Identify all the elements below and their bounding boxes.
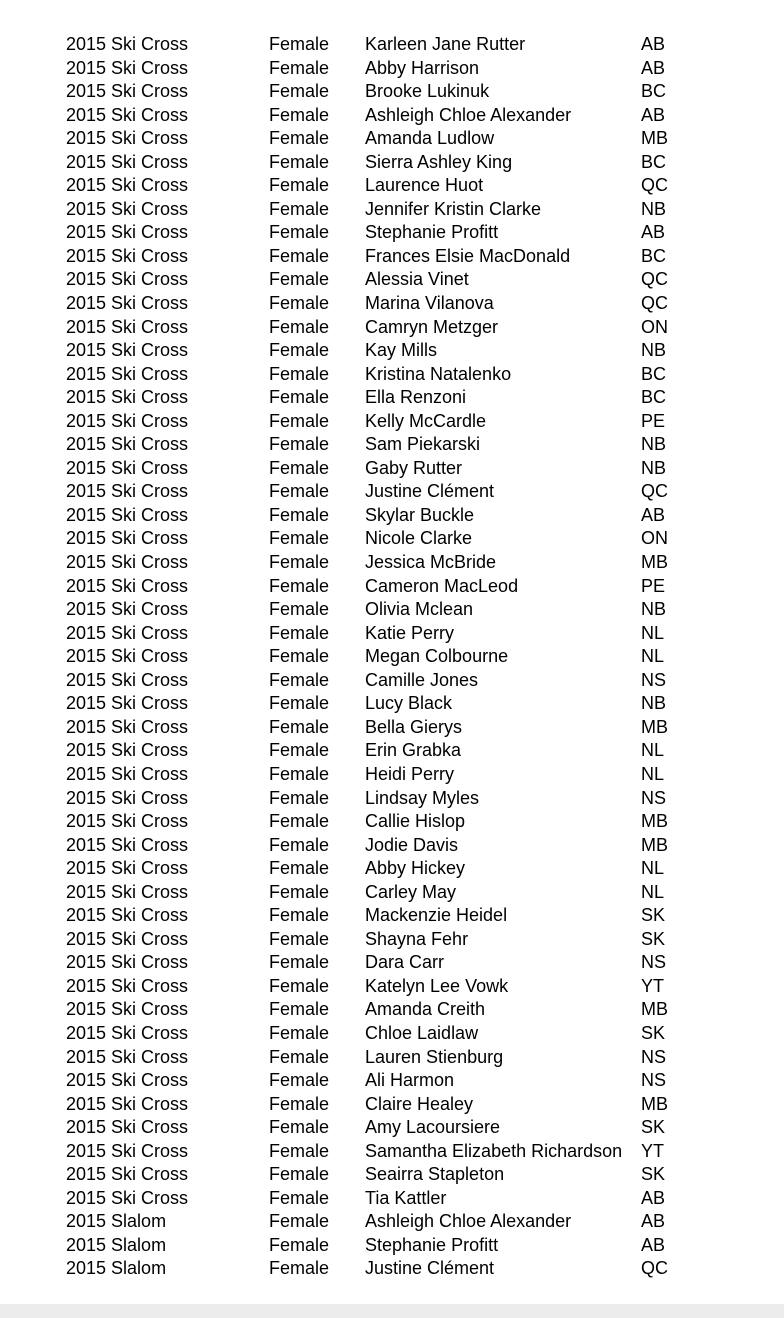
province-cell: NL [641,622,665,643]
page-bottom-margin [0,1304,784,1318]
province-cell: QC [641,1258,668,1279]
province-cell: BC [641,151,667,172]
event-cell: 2015 Ski Cross [66,693,189,714]
event-cell: 2015 Ski Cross [66,552,189,573]
table-row [0,928,784,952]
gender-cell: Female [269,504,330,525]
athlete-name-cell: Ashleigh Chloe Alexander [365,1211,572,1232]
gender-cell: Female [269,57,330,78]
table-row [0,57,784,81]
event-cell: 2015 Ski Cross [66,1093,189,1114]
table-row [0,1093,784,1117]
province-cell: QC [641,293,668,314]
table-row [0,739,784,763]
event-cell: 2015 Ski Cross [66,575,189,596]
table-row [0,292,784,316]
province-cell: NS [641,669,667,690]
athlete-name-cell: Ashleigh Chloe Alexander [365,104,572,125]
gender-cell: Female [269,1187,330,1208]
table-row [0,834,784,858]
event-cell: 2015 Ski Cross [66,410,189,431]
province-cell: SK [641,905,666,926]
athlete-name-cell: Jessica McBride [365,552,497,573]
athlete-name-cell: Samantha Elizabeth Richardson [365,1140,623,1161]
athlete-name-cell: Amanda Ludlow [365,128,495,149]
table-row [0,245,784,269]
athlete-name-cell: Amanda Creith [365,999,486,1020]
athlete-name-cell: Kelly McCardle [365,410,487,431]
province-cell: NL [641,646,665,667]
table-row [0,1116,784,1140]
table-row [0,1069,784,1093]
event-cell: 2015 Ski Cross [66,1117,189,1138]
athlete-name-cell: Ella Renzoni [365,387,467,408]
event-cell: 2015 Ski Cross [66,434,189,455]
table-row [0,1022,784,1046]
table-row [0,221,784,245]
athlete-name-cell: Bella Gierys [365,716,463,737]
event-cell: 2015 Ski Cross [66,245,189,266]
table-row [0,80,784,104]
province-cell: NL [641,858,665,879]
gender-cell: Female [269,952,330,973]
gender-cell: Female [269,481,330,502]
athlete-name-cell: Sam Piekarski [365,434,481,455]
event-cell: 2015 Ski Cross [66,599,189,620]
event-cell: 2015 Ski Cross [66,481,189,502]
athlete-name-cell: Abby Hickey [365,858,466,879]
province-cell: MB [641,999,668,1020]
gender-cell: Female [269,1164,330,1185]
province-cell: NS [641,1046,667,1067]
event-cell: 2015 Ski Cross [66,952,189,973]
gender-cell: Female [269,1211,330,1232]
gender-cell: Female [269,434,330,455]
table-row [0,998,784,1022]
athlete-name-cell: Seairra Stapleton [365,1164,505,1185]
table-row [0,268,784,292]
table-row [0,104,784,128]
table-row [0,645,784,669]
province-cell: NB [641,434,667,455]
gender-cell: Female [269,999,330,1020]
athlete-name-cell: Amy Lacoursiere [365,1117,501,1138]
gender-cell: Female [269,222,330,243]
province-cell: MB [641,834,668,855]
event-cell: 2015 Ski Cross [66,457,189,478]
athlete-name-cell: Claire Healey [365,1093,474,1114]
athlete-name-cell: Shayna Fehr [365,928,469,949]
province-cell: NB [641,693,667,714]
athlete-name-cell: Jodie Davis [365,834,459,855]
gender-cell: Female [269,128,330,149]
gender-cell: Female [269,1117,330,1138]
gender-cell: Female [269,622,330,643]
event-cell: 2015 Ski Cross [66,1070,189,1091]
table-row [0,1046,784,1070]
table-row [0,1163,784,1187]
event-cell: 2015 Ski Cross [66,622,189,643]
province-cell: PE [641,410,666,431]
table-row [0,598,784,622]
athlete-name-cell: Lauren Stienburg [365,1046,504,1067]
athlete-name-cell: Stephanie Profitt [365,1234,499,1255]
gender-cell: Female [269,340,330,361]
table-row [0,480,784,504]
table-row [0,339,784,363]
event-cell: 2015 Ski Cross [66,716,189,737]
gender-cell: Female [269,34,330,54]
athlete-name-cell: Frances Elsie MacDonald [365,245,571,266]
table-row [0,527,784,551]
athlete-name-cell: Jennifer Kristin Clarke [365,198,542,219]
gender-cell: Female [269,975,330,996]
table-row [0,810,784,834]
table-row [0,975,784,999]
table-row [0,174,784,198]
athlete-name-cell: Kay Mills [365,340,438,361]
province-cell: BC [641,363,667,384]
table-row [0,787,784,811]
province-cell: BC [641,387,667,408]
gender-cell: Female [269,693,330,714]
event-cell: 2015 Ski Cross [66,928,189,949]
gender-cell: Female [269,858,330,879]
table-row [0,716,784,740]
event-cell: 2015 Ski Cross [66,175,189,196]
event-cell: 2015 Slalom [66,1258,167,1279]
gender-cell: Female [269,457,330,478]
gender-cell: Female [269,1070,330,1091]
province-cell: NS [641,952,667,973]
gender-cell: Female [269,787,330,808]
gender-cell: Female [269,811,330,832]
province-cell: AB [641,504,666,525]
province-cell: MB [641,1093,668,1114]
event-cell: 2015 Ski Cross [66,669,189,690]
athlete-name-cell: Ali Harmon [365,1070,455,1091]
gender-cell: Female [269,905,330,926]
province-cell: YT [641,975,665,996]
province-cell: BC [641,245,667,266]
gender-cell: Female [269,881,330,902]
gender-cell: Female [269,293,330,314]
gender-cell: Female [269,410,330,431]
event-cell: 2015 Ski Cross [66,1022,189,1043]
event-cell: 2015 Ski Cross [66,858,189,879]
athlete-name-cell: Camille Jones [365,669,479,690]
athlete-name-cell: Heidi Perry [365,763,455,784]
gender-cell: Female [269,928,330,949]
gender-cell: Female [269,104,330,125]
gender-cell: Female [269,646,330,667]
table-row [0,575,784,599]
province-cell: MB [641,552,668,573]
province-cell: SK [641,928,666,949]
event-cell: 2015 Ski Cross [66,905,189,926]
athlete-name-cell: Callie Hislop [365,811,466,832]
table-row [0,33,784,57]
province-cell: MB [641,811,668,832]
province-cell: ON [641,316,668,337]
results-table [0,33,784,1281]
table-row [0,1257,784,1281]
gender-cell: Female [269,316,330,337]
event-cell: 2015 Ski Cross [66,293,189,314]
athlete-name-cell: Stephanie Profitt [365,222,499,243]
event-cell: 2015 Ski Cross [66,1046,189,1067]
province-cell: AB [641,222,666,243]
table-row [0,857,784,881]
province-cell: ON [641,528,668,549]
table-row [0,198,784,222]
event-cell: 2015 Ski Cross [66,740,189,761]
athlete-name-cell: Sierra Ashley King [365,151,513,172]
province-cell: AB [641,1187,666,1208]
province-cell: AB [641,57,666,78]
athlete-name-cell: Erin Grabka [365,740,462,761]
province-cell: NL [641,881,665,902]
athlete-name-cell: Lindsay Myles [365,787,480,808]
gender-cell: Female [269,1234,330,1255]
athlete-name-cell: Skylar Buckle [365,504,475,525]
table-row [0,1210,784,1234]
province-cell: QC [641,269,668,290]
table-row [0,410,784,434]
table-row [0,669,784,693]
province-cell: NB [641,198,667,219]
event-cell: 2015 Ski Cross [66,81,189,102]
gender-cell: Female [269,1022,330,1043]
event-cell: 2015 Ski Cross [66,198,189,219]
event-cell: 2015 Ski Cross [66,763,189,784]
athlete-name-cell: Alessia Vinet [365,269,469,290]
gender-cell: Female [269,198,330,219]
athlete-name-cell: Justine Clément [365,481,495,502]
event-cell: 2015 Ski Cross [66,1164,189,1185]
gender-cell: Female [269,834,330,855]
table-row [0,316,784,340]
province-cell: SK [641,1164,666,1185]
province-cell: NL [641,763,665,784]
event-cell: 2015 Ski Cross [66,528,189,549]
athlete-name-cell: Gaby Rutter [365,457,463,478]
athlete-name-cell: Justine Clément [365,1258,495,1279]
gender-cell: Female [269,151,330,172]
province-cell: MB [641,716,668,737]
table-row [0,504,784,528]
table-row [0,763,784,787]
province-cell: SK [641,1117,666,1138]
gender-cell: Female [269,763,330,784]
event-cell: 2015 Ski Cross [66,646,189,667]
gender-cell: Female [269,1258,330,1279]
athlete-name-cell: Marina Vilanova [365,293,494,314]
province-cell: NB [641,599,667,620]
table-row [0,363,784,387]
province-cell: NS [641,787,667,808]
gender-cell: Female [269,716,330,737]
province-cell: PE [641,575,666,596]
athlete-name-cell: Nicole Clarke [365,528,473,549]
event-cell: 2015 Ski Cross [66,222,189,243]
athlete-name-cell: Kristina Natalenko [365,363,512,384]
province-cell: QC [641,175,668,196]
event-cell: 2015 Ski Cross [66,1187,189,1208]
event-cell: 2015 Ski Cross [66,151,189,172]
gender-cell: Female [269,1046,330,1067]
athlete-name-cell: Abby Harrison [365,57,480,78]
gender-cell: Female [269,669,330,690]
event-cell: 2015 Ski Cross [66,1140,189,1161]
table-row [0,551,784,575]
athlete-name-cell: Katelyn Lee Vowk [365,975,509,996]
event-cell: 2015 Ski Cross [66,316,189,337]
athlete-name-cell: Megan Colbourne [365,646,509,667]
event-cell: 2015 Ski Cross [66,881,189,902]
event-cell: 2015 Ski Cross [66,787,189,808]
athlete-name-cell: Karleen Jane Rutter [365,34,526,54]
event-cell: 2015 Slalom [66,1211,167,1232]
event-cell: 2015 Ski Cross [66,975,189,996]
gender-cell: Female [269,1093,330,1114]
province-cell: AB [641,104,666,125]
province-cell: MB [641,128,668,149]
event-cell: 2015 Ski Cross [66,34,189,54]
athlete-name-cell: Cameron MacLeod [365,575,519,596]
athlete-name-cell: Olivia Mclean [365,599,474,620]
event-cell: 2015 Ski Cross [66,57,189,78]
province-cell: BC [641,81,667,102]
event-cell: 2015 Ski Cross [66,999,189,1020]
gender-cell: Female [269,81,330,102]
table-row [0,692,784,716]
event-cell: 2015 Ski Cross [66,387,189,408]
table-row [0,951,784,975]
athlete-name-cell: Katie Perry [365,622,455,643]
table-row [0,1187,784,1211]
table-row [0,622,784,646]
gender-cell: Female [269,175,330,196]
athlete-name-cell: Dara Carr [365,952,445,973]
gender-cell: Female [269,387,330,408]
gender-cell: Female [269,528,330,549]
gender-cell: Female [269,1140,330,1161]
event-cell: 2015 Ski Cross [66,269,189,290]
table-row [0,433,784,457]
table-row [0,386,784,410]
province-cell: SK [641,1022,666,1043]
athlete-name-cell: Tia Kattler [365,1187,447,1208]
table-row [0,457,784,481]
province-cell: NS [641,1070,667,1091]
gender-cell: Female [269,552,330,573]
athlete-name-cell: Carley May [365,881,457,902]
event-cell: 2015 Slalom [66,1234,167,1255]
province-cell: AB [641,1211,666,1232]
athlete-name-cell: Mackenzie Heidel [365,905,508,926]
table-row [0,1140,784,1164]
gender-cell: Female [269,575,330,596]
table-row [0,151,784,175]
province-cell: NL [641,740,665,761]
table-row [0,127,784,151]
gender-cell: Female [269,740,330,761]
event-cell: 2015 Ski Cross [66,340,189,361]
table-row [0,1234,784,1258]
province-cell: QC [641,481,668,502]
event-cell: 2015 Ski Cross [66,504,189,525]
athlete-name-cell: Laurence Huot [365,175,484,196]
gender-cell: Female [269,363,330,384]
event-cell: 2015 Ski Cross [66,128,189,149]
province-cell: AB [641,34,666,54]
event-cell: 2015 Ski Cross [66,811,189,832]
event-cell: 2015 Ski Cross [66,363,189,384]
athlete-name-cell: Brooke Lukinuk [365,81,490,102]
province-cell: AB [641,1234,666,1255]
table-row [0,881,784,905]
province-cell: NB [641,340,667,361]
province-cell: YT [641,1140,665,1161]
athlete-name-cell: Chloe Laidlaw [365,1022,479,1043]
gender-cell: Female [269,269,330,290]
gender-cell: Female [269,599,330,620]
athlete-name-cell: Camryn Metzger [365,316,499,337]
table-row [0,904,784,928]
gender-cell: Female [269,245,330,266]
event-cell: 2015 Ski Cross [66,104,189,125]
athlete-name-cell: Lucy Black [365,693,453,714]
event-cell: 2015 Ski Cross [66,834,189,855]
province-cell: NB [641,457,667,478]
